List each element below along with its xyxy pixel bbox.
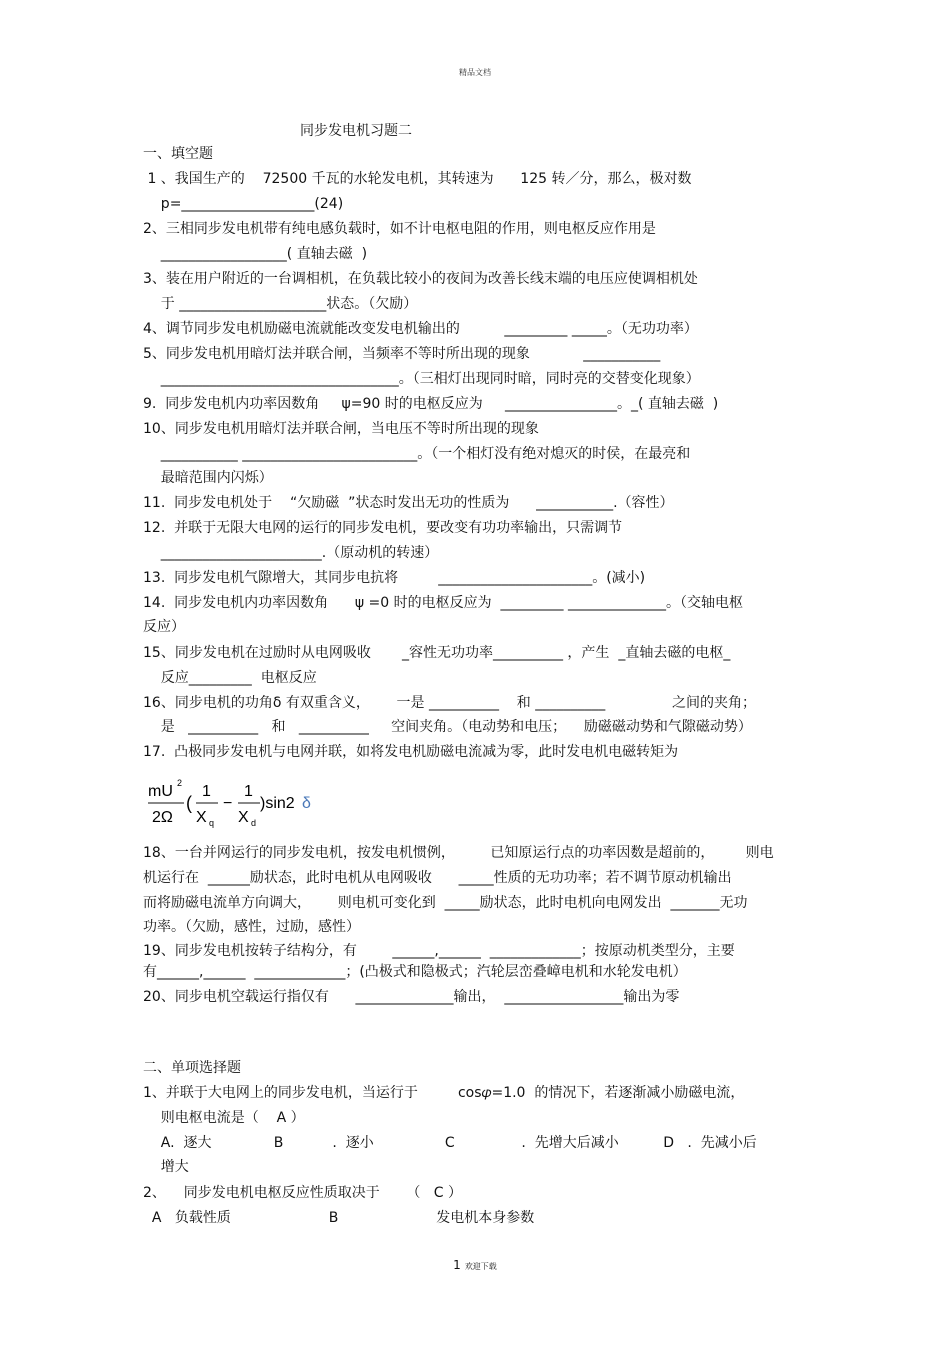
question-10-line-1: 10、同步发电机用暗灯法并联合闸，当电压不等时所出现的现象 — [143, 421, 539, 437]
question-16-line-2: 是 __________ 和 __________ 空间夹角。（电动势和电压； 励磁磁动势和气隙磁动势） — [143, 719, 752, 735]
formula-open-paren: ( — [186, 793, 192, 813]
question-3-line-1: 3、装在用户附近的一台调相机，在负载比较小的夜间为改善长线末端的电压应使调相机处 — [143, 271, 698, 287]
question-12-line-2: _______________________.（原动机的转速） — [143, 545, 439, 561]
question-15-line-1: 15、同步发电机在过励时从电网吸收 _容性无功功率__________ ，产生 _直轴去磁的电枢_ — [143, 645, 731, 661]
question-5-line-1: 5、同步发电机用暗灯法并联合闸，当频率不等时所出现的现象 ___________ — [143, 346, 661, 362]
question-20-line: 20、同步电机空载运行指仅有 ______________输出， _________________输出为零 — [143, 989, 680, 1005]
choice-1-options: A. 逐大 B . 逐小 C . 先增大后减小 D . 先减小后 — [143, 1135, 757, 1151]
formula-sub-d: d — [251, 818, 257, 828]
formula-delta: δ — [302, 795, 311, 812]
question-19-line-1: 19、同步发电机按转子结构分，有 ______,______ _____________；按原动机类型分，主要 — [143, 943, 735, 959]
question-14-line-1: 14. 同步发电机内功率因数角 ψ =0 时的电枢反应为 _________ ______________。（交轴电枢 — [143, 595, 743, 611]
question-19-line-2: 有______,______ _____________；(凸极式和隐极式；汽轮层峦叠嶂电机和水轮发电机） — [143, 964, 687, 980]
question-18-line-3: 而将励磁电流单方向调大， 则电机可变化到 _____励状态，此时电机向电网发出 _______无功 — [143, 895, 748, 911]
formula-minus: − — [223, 795, 233, 812]
formula-one-a: 1 — [202, 783, 211, 800]
question-3-line-2: 于 _____________________状态。（欠励） — [143, 296, 418, 312]
formula-xq: X — [196, 809, 207, 826]
question-11-line: 11. 同步发电机处于 “欠励磁 ”状态时发出无功的性质为 ___________.（容性） — [143, 495, 674, 511]
question-14-line-2: 反应） — [143, 619, 185, 635]
question-16-line-1: 16、同步电机的功角δ 有双重含义， 一是 __________ 和 __________ 之间的夹角； — [143, 695, 756, 711]
question-10-line-2: ___________ _________________________。（一个相灯没有绝对熄灭的时侯，在最亮和 — [143, 446, 691, 462]
question-12-line-1: 12. 并联于无限大电网的运行的同步发电机，要改变有功功率输出，只需调节 — [143, 520, 623, 536]
choice-1-options-cont: 增大 — [143, 1159, 189, 1175]
section-heading-single-choice: 二、单项选择题 — [143, 1060, 241, 1076]
question-18-line-4: 功率。（欠励，感性，过励，感性） — [143, 919, 360, 935]
formula-sub-q: q — [209, 818, 215, 828]
page-footer — [0, 1258, 950, 1272]
page-header: 精品文档 — [459, 68, 491, 77]
choice-2-line-1: 2、 同步发电机电枢反应性质取决于 （ C ） — [143, 1185, 462, 1201]
choice-1-line-1: 1、并联于大电网上的同步发电机，当运行于 cos𝜑=1.0 的情况下，若逐渐减小励磁电流， — [143, 1085, 745, 1101]
question-18-line-1: 18、一台并网运行的同步发电机，按发电机惯例， 已知原运行点的功率因数是超前的， 则电 — [143, 845, 774, 861]
question-9-line: 9. 同步发电机内功率因数角 ψ=90 时的电枢反应为 ________________。_( 直轴去磁 ) — [143, 396, 719, 412]
formula-superscript: 2 — [177, 778, 183, 788]
question-2-line-1: 2、三相同步发电机带有纯电感负载时，如不计电枢电阻的作用，则电枢反应作用是 — [143, 221, 656, 237]
question-1-line-2: p=___________________(24) — [143, 196, 344, 212]
formula-tail: )sin2 — [260, 795, 295, 812]
choice-2-options: A 负载性质 B 发电机本身参数 — [143, 1210, 535, 1226]
formula-denominator: 2Ω — [152, 809, 173, 826]
question-18-line-2: 机运行在 ______励状态，此时电机从电网吸收 _____性质的无功功率；若不调节原动机输出 — [143, 870, 732, 886]
question-10-line-3: 最暗范围内闪烁） — [143, 470, 273, 486]
question-17-line: 17. 凸极同步发电机与电网并联，如将发电机励磁电流减为零，此时发电机电磁转矩为 — [143, 744, 679, 760]
formula-one-b: 1 — [244, 783, 253, 800]
question-13-line: 13. 同步发电机气隙增大，其同步电抗将 ______________________。(减小) — [143, 570, 646, 586]
choice-1-line-2: 则电枢电流是（ A ） — [143, 1110, 305, 1126]
document-title: 同步发电机习题二 — [300, 123, 412, 139]
formula-xd: X — [238, 809, 249, 826]
footer-text: 欢迎下载 — [464, 1262, 497, 1271]
formula-numerator: mU — [148, 783, 173, 800]
question-2-line-2: __________________( 直轴去磁 ) — [143, 246, 368, 262]
section-heading-fill-blank: 一、填空题 — [143, 146, 213, 162]
question-4-line: 4、调节同步发电机励磁电流就能改变发电机输出的 _________ _____。（无功功率） — [143, 321, 698, 337]
page-number: 1 — [453, 1258, 461, 1272]
question-15-line-2: 反应_________ 电枢反应 — [143, 670, 317, 686]
torque-formula — [146, 776, 336, 832]
question-5-line-2: __________________________________。（三相灯出现同时暗，同时亮的交替变化现象） — [143, 371, 700, 387]
question-1-line-1: 1 、我国生产的 72500 千瓦的水轮发电机，其转速为 125 转／分，那么，极对数 — [143, 171, 692, 187]
